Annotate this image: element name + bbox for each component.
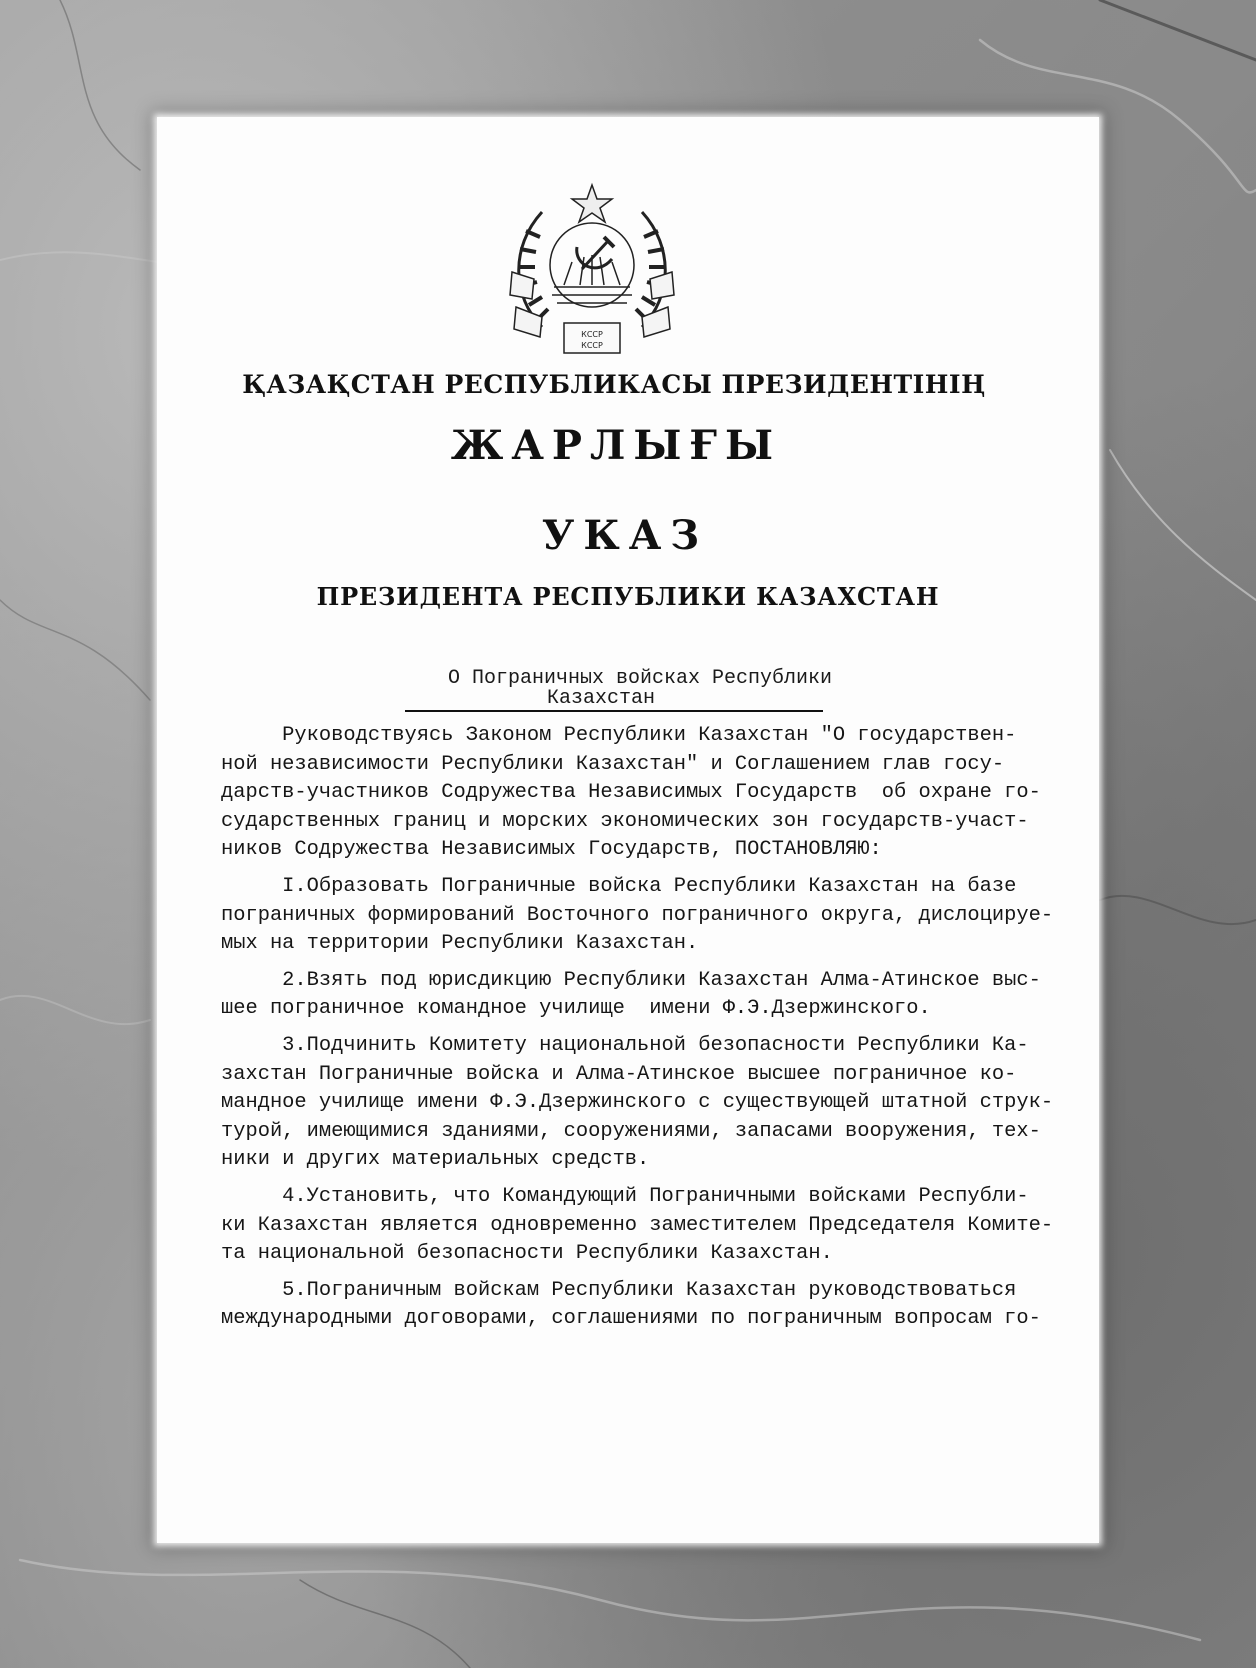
text-line: мых на территории Республики Казахстан. <box>221 932 699 956</box>
text-line: I.Образовать Пограничные войска Республики Казахстан на базе <box>221 874 1017 898</box>
text-line: захстан Пограничные войска и Алма-Атинское высшее пограничное ко- <box>221 1062 1017 1086</box>
decree-body <box>221 722 1071 1342</box>
kazakh-title: ҚАЗАҚСТАН РЕСПУБЛИКАСЫ ПРЕЗИДЕНТІНІҢ <box>242 370 986 399</box>
text-line: международными договорами, соглашениями по пограничным вопросам го- <box>221 1307 1041 1331</box>
subject-line-1: О Пограничных войсках Республики <box>447 667 833 690</box>
text-line: 3.Подчинить Комитету национальной безопасности Республики Ка- <box>221 1033 1029 1057</box>
text-line: 2.Взять под юрисдикцию Республики Казахстан Алма-Атинское выс- <box>221 968 1041 992</box>
text-line: ки Казахстан является одновременно заместителем Председателя Комите- <box>221 1213 1054 1237</box>
emblem-text-1: КССР <box>581 330 603 339</box>
russian-title: ПРЕЗИДЕНТА РЕСПУБЛИКИ КАЗАХСТАН <box>316 582 940 611</box>
decree-page <box>157 117 1099 1543</box>
text-line: та национальной безопасности Республики Казахстан. <box>221 1242 833 1266</box>
text-line: ной независимости Республики Казахстан" и Соглашением глав госу- <box>221 752 1005 776</box>
text-line: сударственных границ и морских экономических зон государств-участ- <box>221 809 1029 833</box>
clause-3-paragraph <box>221 1032 1071 1175</box>
text-line: 5.Пограничным войскам Республики Казахстан руководствоваться <box>221 1278 1017 1302</box>
text-line: пограничных формирований Восточного пограничного округа, дислоцируе- <box>221 903 1054 927</box>
clause-4-paragraph <box>221 1183 1071 1269</box>
text-line: шее пограничное командное училище имени Ф.Э.Дзержинского. <box>221 997 931 1021</box>
text-line: ники и других материальных средств. <box>221 1148 650 1172</box>
text-line: мандное училище имени Ф.Э.Дзержинского с существующей штатной струк- <box>221 1091 1054 1115</box>
text-line: ников Содружества Независимых Государств, ПОСТАНОВЛЯЮ: <box>221 838 882 862</box>
preamble-paragraph <box>221 722 1071 865</box>
clause-5-paragraph <box>221 1277 1071 1334</box>
text-line: 4.Установить, что Командующий Пограничными войсками Республи- <box>221 1184 1029 1208</box>
russian-decree-heading: УКАЗ <box>541 512 709 559</box>
kazakh-decree-heading: ЖАРЛЫҒЫ <box>450 422 782 469</box>
subject-line-2: Казахстан <box>546 687 656 710</box>
text-line: Руководствуясь Законом Республики Казахстан "О государствен- <box>221 724 1017 747</box>
subject-underline <box>405 710 823 712</box>
coat-of-arms-icon <box>502 177 682 359</box>
emblem-text-2: КССР <box>581 341 603 350</box>
text-line: турой, имеющимися зданиями, сооружениями, запасами вооружения, тех- <box>221 1119 1041 1143</box>
text-line: дарств-участников Содружества Независимых Государств об охране го- <box>221 781 1041 805</box>
clause-2-paragraph <box>221 967 1071 1024</box>
clause-1-paragraph <box>221 873 1071 959</box>
